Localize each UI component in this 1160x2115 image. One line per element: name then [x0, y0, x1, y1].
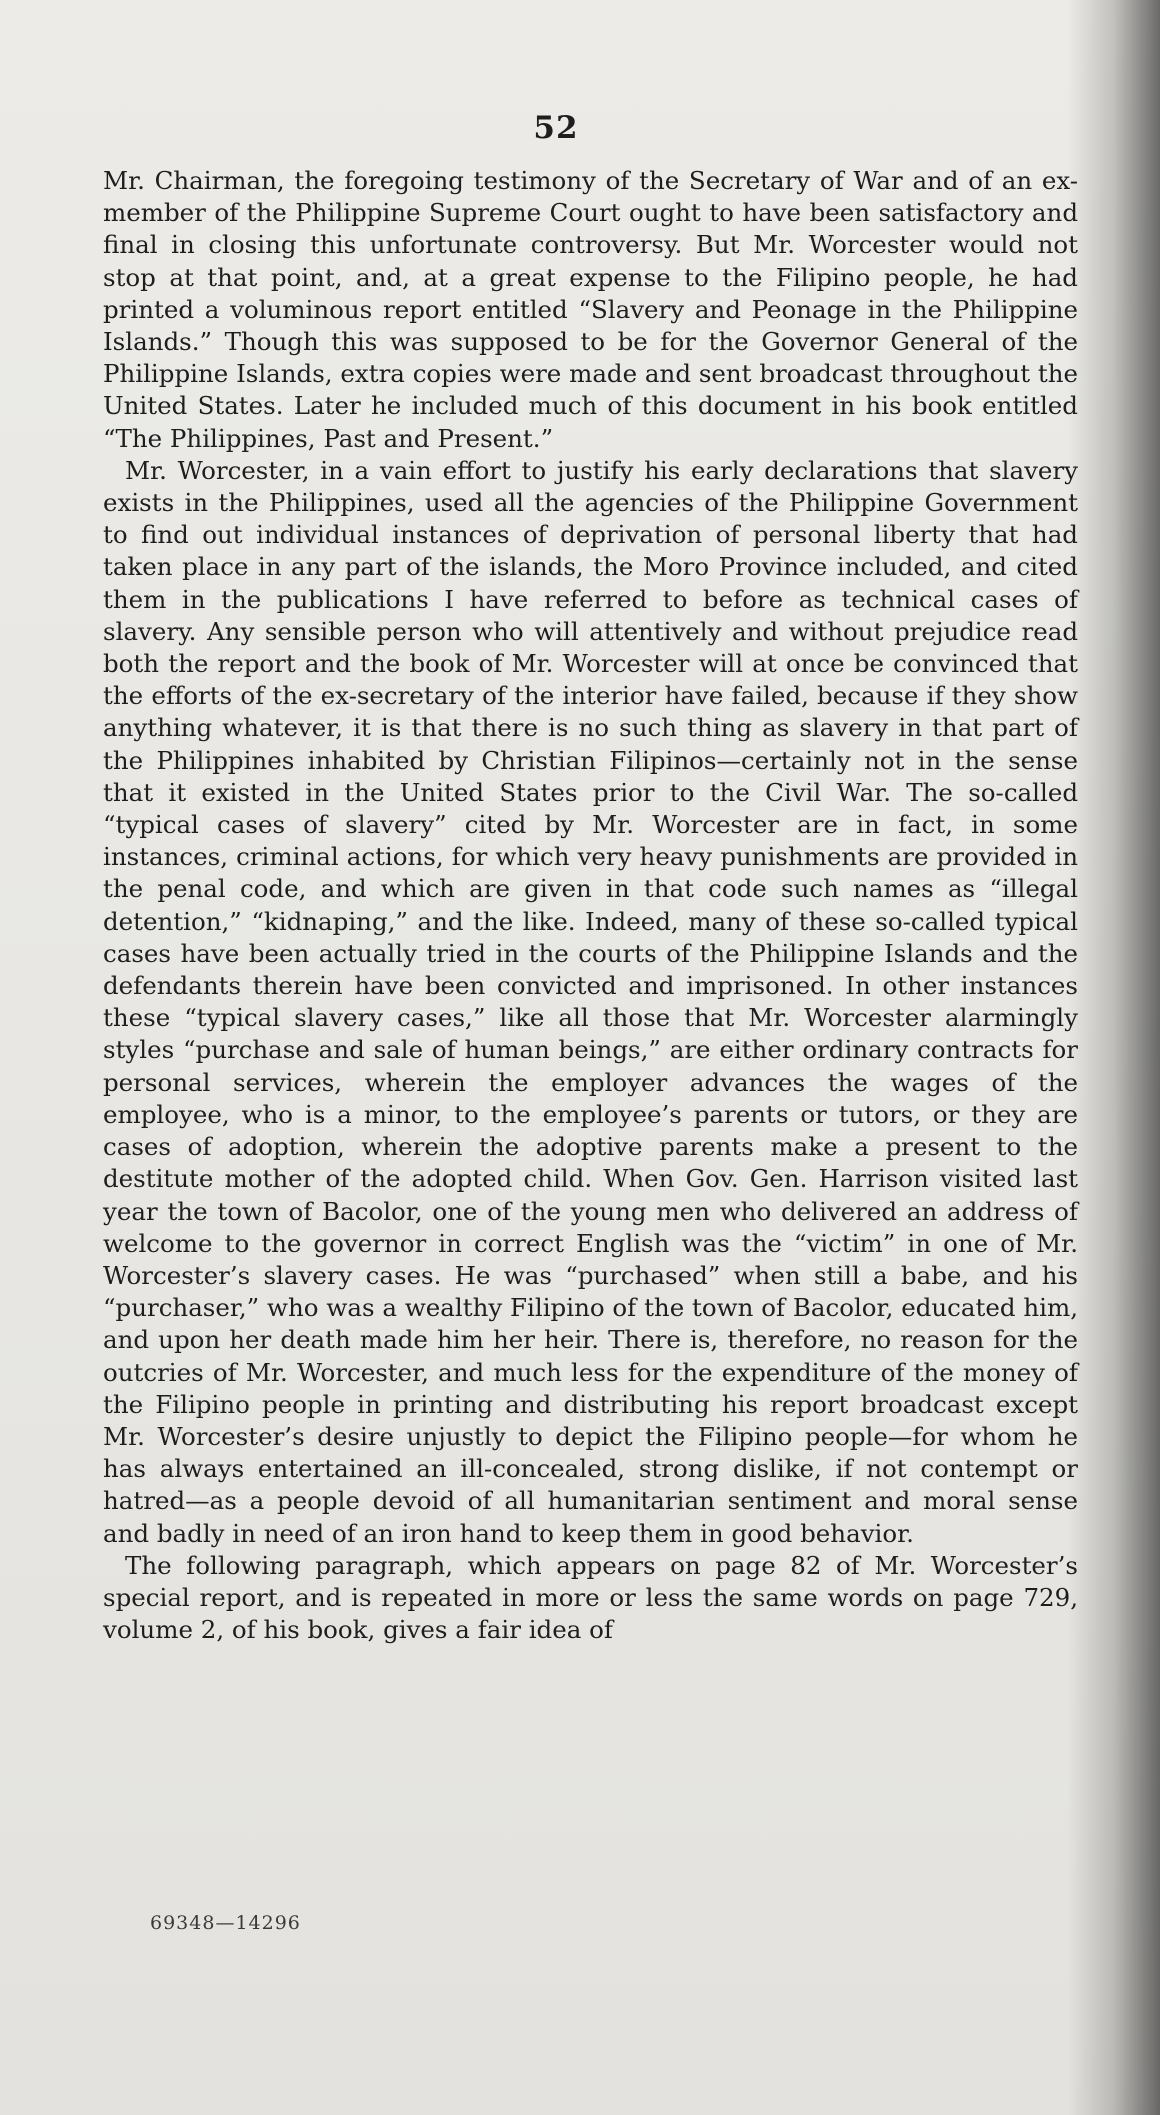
page-number: 52 — [533, 110, 579, 146]
body-text — [103, 165, 1078, 1646]
paragraph-3: The following paragraph, which appears on page 82 of Mr. Worcester’s special report, and is repeated in more or less the same words on page 729, volume 2, of his book, gives a fair idea of — [103, 1550, 1078, 1645]
print-code: 69348—14296 — [150, 1912, 301, 1934]
paragraph-1: Mr. Chairman, the foregoing testimony of the Secretary of War and of an ex-member of the Philippine Supreme Court ought to have been satisfactory and final in closing this unfortunate controversy. But Mr. Worcester would not stop at that point, and, at a great expense to the Filipino people, he had printed a voluminous report entitled “Slavery and Peonage in the Philippine Islands.” Though this was supposed to be for the Governor General of the Philippine Islands, extra copies were made and sent broadcast throughout the United States. Later he included much of this document in his book entitled “The Philippines, Past and Present.” — [103, 166, 1078, 453]
paragraph-2: Mr. Worcester, in a vain effort to justify his early declarations that slavery exists in the Philippines, used all the agencies of the Philippine Government to find out individual instances of deprivation of personal liberty that had taken place in any part of the islands, the Moro Province included, and cited them in the publications I have referred to before as technical cases of slavery. Any sensible person who will attentively and without prejudice read both the report and the book of Mr. Worcester will at once be convinced that the efforts of the ex-secretary of the interior have failed, because if they show anything whatever, it is that there is no such thing as slavery in that part of the Philippines inhabited by Christian Filipinos—certainly not in the sense that it existed in the United States prior to the Civil War. The so-called “typical cases of slavery” cited by Mr. Worcester are in fact, in some instances, criminal actions, for which very heavy punishments are provided in the penal code, and which are given in that code such names as “illegal detention,” “kidnaping,” and the like. Indeed, many of these so-called typical cases have been actually tried in the courts of the Philippine Islands and the defendants therein have been convicted and imprisoned. In other instances these “typical slavery cases,” like all those that Mr. Worcester alarmingly styles “purchase and sale of human beings,” are either ordinary contracts for personal services, wherein the employer advances the wages of the employee, who is a minor, to the employee’s parents or tutors, or they are cases of adoption, wherein the adoptive parents make a present to the destitute mother of the adopted child. When Gov. Gen. Harrison visited last year the town of Bacolor, one of the young men who delivered an address of welcome to the governor in correct English was the “victim” in one of Mr. Worcester’s slavery cases. He was “purchased” when still a babe, and his “purchaser,” who was a wealthy Filipino of the town of Bacolor, educated him, and upon her death made him her heir. There is, therefore, no reason for the outcries of Mr. Worcester, and much less for the expenditure of the money of the Filipino people in printing and distributing his report broadcast except Mr. Worcester’s desire unjustly to depict the Filipino people—for whom he has always entertained an ill-concealed, strong dislike, if not contempt or hatred—as a people devoid of all humanitarian sentiment and moral sense and badly in need of an iron hand to keep them in good behavior. — [103, 455, 1078, 1548]
